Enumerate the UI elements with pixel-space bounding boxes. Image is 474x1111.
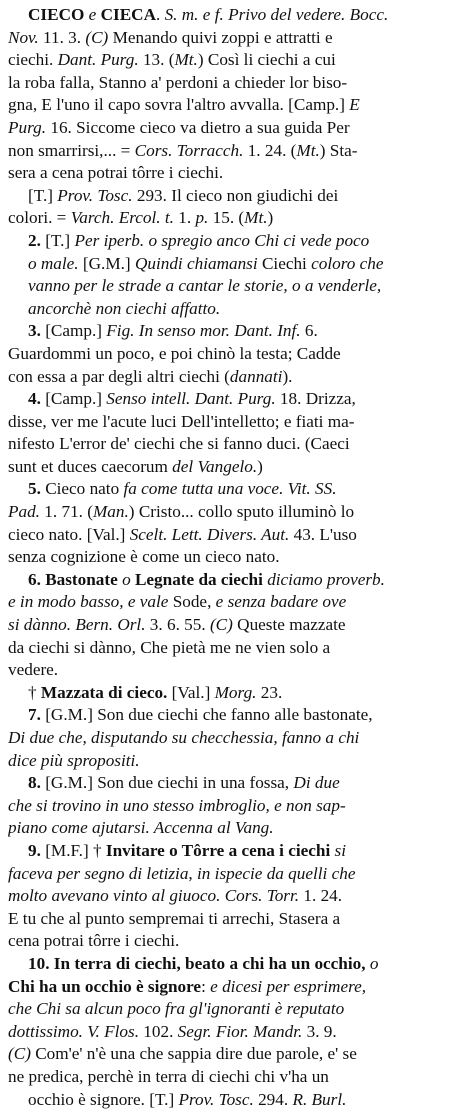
entry-line: Di due che, disputando su checchessia, fanno a chi (8, 727, 466, 750)
entry-line: vedere. (8, 659, 466, 682)
entry-line: da ciechi si dànno, Che pietà me ne vien solo a (8, 637, 466, 660)
entry-line: dottissimo. V. Flos. 102. Segr. Fior. Mandr. 3. 9. (8, 1021, 466, 1044)
entry-line: 2. [T.] Per iperb. o spregio anco Chi ci vede poco (8, 230, 466, 253)
entry-line: gna, E l'uno il capo sovra l'altro avvalla. [Camp.] E (8, 94, 466, 117)
entry-line: 8. [G.M.] Son due ciechi in una fossa, Di due (8, 772, 466, 795)
entry-line: E tu che al punto sempremai ti arrechi, Stasera a (8, 908, 466, 931)
entry-line: piano come ajutarsi. Accenna al Vang. (8, 817, 466, 840)
entry-line: e in modo basso, e vale Sode, e senza badare ove (8, 591, 466, 614)
entry-line: ne predica, perchè in terra di ciechi chi v'ha un (8, 1066, 466, 1089)
entry-line: Guardommi un poco, e poi chinò la testa; Cadde (8, 343, 466, 366)
entry-line: Purg. 16. Siccome cieco va dietro a sua guida Per (8, 117, 466, 140)
entry-line: si dànno. Bern. Orl. 3. 6. 55. (C) Queste mazzate (8, 614, 466, 637)
entry-line: Chi ha un occhio è signore: e dicesi per esprimere, (8, 976, 466, 999)
entry-line: Nov. 11. 3. (C) Menando quivi zoppi e attratti e (8, 27, 466, 50)
entry-line: (C) Com'e' n'è una che sappia dire due parole, e' se (8, 1043, 466, 1066)
entry-line: 7. [G.M.] Son due ciechi che fanno alle bastonate, (8, 704, 466, 727)
entry-line: ciechi. Dant. Purg. 13. (Mt.) Così li ciechi a cui (8, 49, 466, 72)
entry-line: ancorchè non ciechi affatto. (8, 298, 466, 321)
entry-line: 4. [Camp.] Senso intell. Dant. Purg. 18. Drizza, (8, 388, 466, 411)
entry-line: 10. In terra di ciechi, beato a chi ha un occhio, o (8, 953, 466, 976)
entry-line: sera a cena potrai tôrre i ciechi. (8, 162, 466, 185)
entry-line: 5. Cieco nato fa come tutta una voce. Vit. SS. (8, 478, 466, 501)
entry-line: [T.] Prov. Tosc. 293. Il cieco non giudichi dei (8, 185, 466, 208)
entry-line: che si trovino in uno stesso imbroglio, e non sap- (8, 795, 466, 818)
entry-line: cieco nato. [Val.] Scelt. Lett. Divers. Aut. 43. L'uso (8, 524, 466, 547)
entry-line: sunt et duces caecorum del Vangelo.) (8, 456, 466, 479)
entry-line: con essa a par degli altri ciechi (dannati). (8, 366, 466, 389)
entry-line: nifesto L'error de' ciechi che si fanno duci. (Caeci (8, 433, 466, 456)
entry-line: la roba falla, Stanno a' perdoni a chieder lor biso- (8, 72, 466, 95)
entry-line: faceva per segno di letizia, in ispecie da quelli che (8, 863, 466, 886)
entry-line: vanno per le strade a cantar le storie, o a venderle, (8, 275, 466, 298)
entry-line: Pad. 1. 71. (Man.) Cristo... collo sputo illuminò lo (8, 501, 466, 524)
entry-line: molto avevano vinto al giuoco. Cors. Torr. 1. 24. (8, 885, 466, 908)
entry-line: dice più spropositi. (8, 750, 466, 773)
entry-line: 3. [Camp.] Fig. In senso mor. Dant. Inf. 6. (8, 320, 466, 343)
entry-line: 6. Bastonate o Legnate da ciechi diciamo proverb. (8, 569, 466, 592)
entry-line: cena potrai tôrre i ciechi. (8, 930, 466, 953)
entry-line: CIECO e CIECA. S. m. e f. Privo del vedere. Bocc. (8, 4, 466, 27)
entry-line: disse, ver me l'acute luci Dell'intelletto; e fiati ma- (8, 411, 466, 434)
entry-line: o male. [G.M.] Quindi chiamansi Ciechi coloro che (8, 253, 466, 276)
entry-line: non smarrirsi,... = Cors. Torracch. 1. 24. (Mt.) Sta- (8, 140, 466, 163)
entry-line: che Chi sa alcun poco fra gl'ignoranti è reputato (8, 998, 466, 1021)
entry-line: † Mazzata di cieco. [Val.] Morg. 23. (8, 682, 466, 705)
entry-line: 9. [M.F.] † Invitare o Tôrre a cena i ciechi si (8, 840, 466, 863)
entry-line: colori. = Varch. Ercol. t. 1. p. 15. (Mt.) (8, 207, 466, 230)
entry-line: senza cognizione è come un cieco nato. (8, 546, 466, 569)
entry-line: occhio è signore. [T.] Prov. Tosc. 294. R. Burl. (8, 1089, 466, 1111)
